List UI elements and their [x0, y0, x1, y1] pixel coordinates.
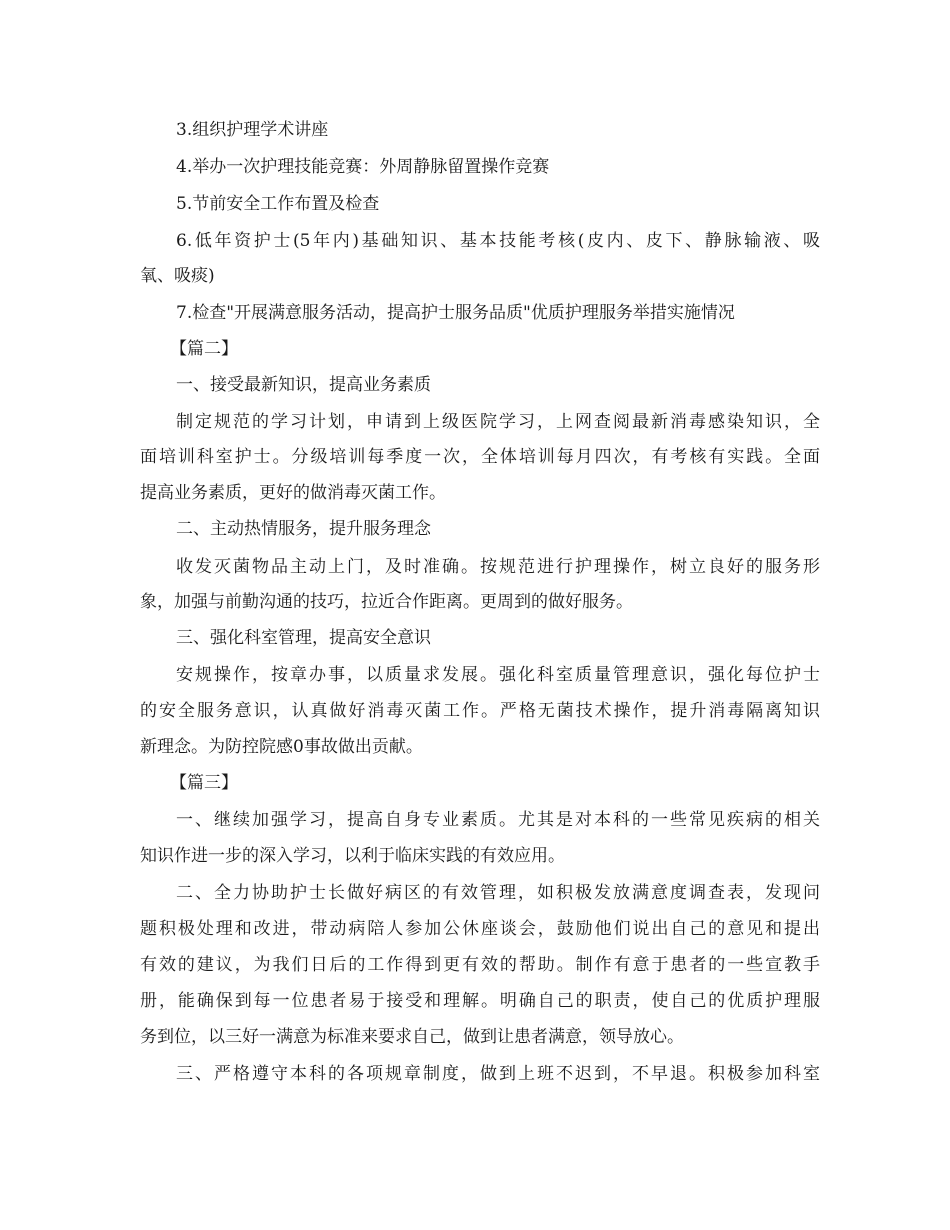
section-title-part3: 【篇三】 — [170, 773, 238, 793]
part2-para-1-line-1: 制定规范的学习计划，申请到上级医院学习，上网查阅最新消毒感染知识，全 — [176, 412, 820, 432]
list-item-5: 5.节前安全工作布置及检查 — [176, 194, 380, 214]
part2-para-2-line-2: 象，加强与前勤沟通的技巧，拉近合作距离。更周到的做好服务。 — [140, 592, 633, 612]
section-title-part2: 【篇二】 — [170, 339, 238, 359]
part2-para-2-line-1: 收发灭菌物品主动上门，及时准确。按规范进行护理操作，树立良好的服务形 — [176, 557, 820, 577]
part3-para-2-line-4: 册，能确保到每一位患者易于接受和理解。明确自己的职责，使自己的优质护理服 — [140, 991, 820, 1011]
part2-heading-3: 三、强化科室管理，提高安全意识 — [176, 628, 431, 648]
list-item-6-line-2: 氧、吸痰) — [140, 266, 215, 286]
part2-para-1-line-3: 提高业务素质，更好的做消毒灭菌工作。 — [140, 483, 446, 503]
part3-para-1-line-2: 知识作进一步的深入学习，以利于临床实践的有效应用。 — [140, 846, 565, 866]
list-item-6-line-1: 6.低年资护士(5年内)基础知识、基本技能考核(皮内、皮下、静脉输液、吸 — [176, 231, 820, 251]
part2-para-1-line-2: 面培训科室护士。分级培训每季度一次，全体培训每月四次，有考核有实践。全面 — [140, 447, 820, 467]
part3-para-2-line-3: 有效的建议，为我们日后的工作得到更有效的帮助。制作有意于患者的一些宣教手 — [140, 955, 820, 975]
part2-para-3-line-1: 安规操作，按章办事，以质量求发展。强化科室质量管理意识，强化每位护士 — [176, 665, 820, 685]
list-item-7: 7.检查"开展满意服务活动，提高护士服务品质"优质护理服务举措实施情况 — [176, 303, 735, 323]
part3-para-1-line-1: 一、继续加强学习，提高自身专业素质。尤其是对本科的一些常见疾病的相关 — [176, 810, 820, 830]
part2-para-3-line-3: 新理念。为防控院感0事故做出贡献。 — [140, 737, 423, 757]
part2-para-3-line-2: 的安全服务意识，认真做好消毒灭菌工作。严格无菌技术操作，提升消毒隔离知识 — [140, 701, 820, 721]
part3-para-2-line-5: 务到位，以三好一满意为标准来要求自己，做到让患者满意，领导放心。 — [140, 1027, 684, 1047]
part3-para-3-line-1: 三、严格遵守本科的各项规章制度，做到上班不迟到，不早退。积极参加科室 — [176, 1064, 820, 1084]
part2-heading-2: 二、主动热情服务，提升服务理念 — [176, 519, 431, 539]
part2-heading-1: 一、接受最新知识，提高业务素质 — [176, 375, 431, 395]
part3-para-2-line-2: 题积极处理和改进，带动病陪人参加公休座谈会，鼓励他们说出自己的意见和提出 — [140, 919, 820, 939]
part3-para-2-line-1: 二、全力协助护士长做好病区的有效管理，如积极发放满意度调查表，发现问 — [176, 883, 820, 903]
list-item-3: 3.组织护理学术讲座 — [176, 120, 329, 140]
list-item-4: 4.举办一次护理技能竞赛：外周静脉留置操作竞赛 — [176, 157, 550, 177]
